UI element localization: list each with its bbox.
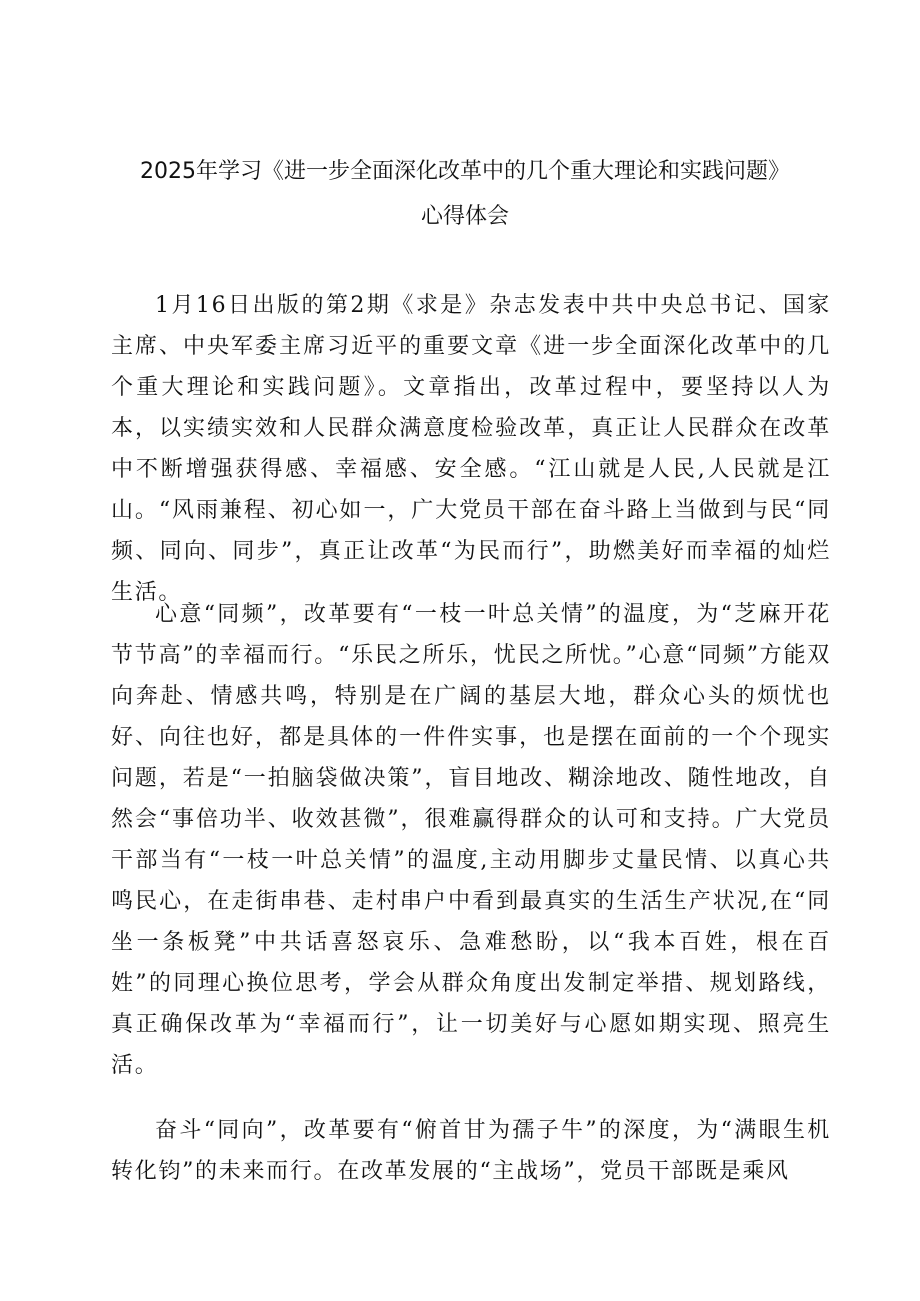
document-title-line-1: 2025年学习《进一步全面深化改革中的几个重大理论和实践问题》 <box>140 159 790 184</box>
paragraph-3: 奋斗“同向”，改革要有“俯首甘为孺子牛”的深度，为“满眼生机转化钧”的未来而行。在改革发展的“主战场”，党员干部既是乘风 <box>111 1118 831 1184</box>
paragraph-1: 1月16日出版的第2期《求是》杂志发表中共中央总书记、国家主席、中央军委主席习近平的重要文章《进一步全面深化改革中的几个重大理论和实践问题》。文章指出，改革过程中，要坚持以人为本，以实绩实效和人民群众满意度检验改革，真正让人民群众在改革中不断增强获得感、幸福感、安全感。“江山就是人民,人民就是江山。“风雨兼程、初心如一，广大党员干部在奋斗路上当做到与民“同频、同向、同步”，真正让改革“为民而行”，助燃美好而幸福的灿烂生活。 <box>111 293 831 605</box>
paragraph-2: 心意“同频”，改革要有“一枝一叶总关情”的温度，为“芝麻开花节节高”的幸福而行。“乐民之所乐，忧民之所忧。”心意“同频”方能双向奔赴、情感共鸣，特别是在广阔的基层大地，群众心头的烦忧也好、向往也好，都是具体的一件件实事，也是摆在面前的一个个现实问题，若是“一拍脑袋做决策”，盲目地改、糊涂地改、随性地改，自然会“事倍功半、收效甚微”，很难赢得群众的认可和支持。广大党员干部当有“一枝一叶总关情”的温度,主动用脚步丈量民情、以真心共鸣民心，在走街串巷、走村串户中看到最真实的生活生产状况,在“同坐一条板凳”中共话喜怒哀乐、急难愁盼，以“我本百姓，根在百姓”的同理心换位思考，学会从群众角度出发制定举措、规划路线，真正确保改革为“幸福而行”，让一切美好与心愿如期实现、照亮生活。 <box>111 602 831 1078</box>
document-title-line-2: 心得体会 <box>420 204 509 229</box>
